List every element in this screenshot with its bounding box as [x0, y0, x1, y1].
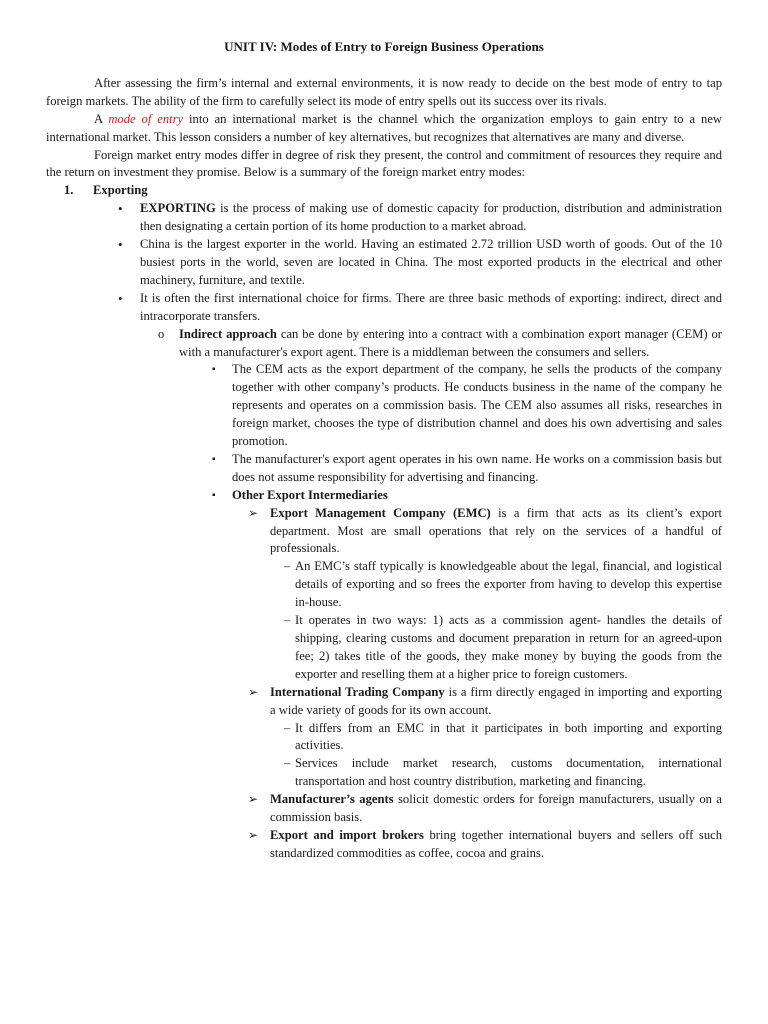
itc-term: International Trading Company — [270, 684, 445, 699]
itc-differs-text: It differs from an EMC in that it participates in both importing and exporting activities. — [295, 720, 722, 753]
emc-text: is a firm that acts as its client’s export department. Most are small operations that rely on the services of a handful of professionals. — [270, 505, 722, 556]
bullet-export-methods — [46, 290, 722, 326]
section-exporting — [46, 182, 722, 200]
arrow-bullet-icon: ➢ — [248, 792, 259, 807]
square-bullet-icon: ▪ — [212, 364, 216, 376]
item-emc-ways — [46, 612, 722, 684]
dash-bullet-icon: – — [284, 720, 291, 735]
china-text: China is the largest exporter in the world. Having an estimated 2.72 trillion USD worth of goods. Out of the 10 busiest ports in the world, seven are located in China. The most exported products in the electrical and other machinery, furniture, and textile. — [140, 237, 722, 287]
bullet-icon: • — [118, 237, 123, 253]
manufacturers-agents-text: solicit domestic orders for foreign manufacturers, usually on a commission basis. — [270, 792, 722, 825]
manufacturers-agents-term: Manufacturer’s agents — [270, 792, 394, 807]
cem-text: The CEM acts as the export department of the company, he sells the products of the company together with other company’s products. He conducts business in the name of the company he represents and operates on a commission basis. The CEM also assumes all risks, researches in foreign market, chooses the type of distribution channel and does his own advertising and sales promotion. — [232, 362, 722, 449]
exporting-definition: is the process of making use of domestic capacity for production, distribution and administration then designating a certain portion of its home production to a market abroad. — [140, 201, 722, 234]
item-emc — [46, 505, 722, 559]
dash-bullet-icon: – — [284, 559, 291, 574]
emc-term: Export Management Company (EMC) — [270, 505, 491, 520]
arrow-bullet-icon: ➢ — [248, 505, 259, 520]
itc-text: is a firm directly engaged in importing and exporting a wide variety of goods for its own account. — [270, 684, 722, 717]
indirect-approach-term: Indirect approach — [179, 326, 277, 341]
brokers-text: bring together international buyers and sellers off such standardized commodities as coffee, cocoa and grains. — [270, 827, 722, 860]
circle-bullet-icon: o — [158, 326, 165, 341]
p2-lead: A — [94, 111, 109, 126]
brokers-term: Export and import brokers — [270, 827, 424, 842]
dash-bullet-icon: – — [284, 613, 291, 628]
item-indirect-approach — [46, 326, 722, 362]
item-itc-differs — [46, 720, 722, 756]
item-other-intermediaries — [46, 487, 722, 505]
other-intermediaries-heading: Other Export Intermediaries — [232, 487, 388, 502]
export-agent-text: The manufacturer's export agent operates in his own name. He works on a commission basis but does not assume responsibility for advertising and financing. — [232, 451, 722, 484]
mode-of-entry-term: mode of entry — [108, 111, 184, 126]
square-bullet-icon: ▪ — [212, 489, 216, 501]
item-itc — [46, 684, 722, 720]
p2-text: into an international market is the channel which the organization employs to gain entry to a new international market. This lesson considers a number of key alternatives, but recognizes that alternatives are many and diverse. — [46, 111, 722, 144]
bullet-icon: • — [118, 201, 123, 217]
bullet-china-exporter — [46, 236, 722, 290]
itc-services-text: Services include market research, customs documentation, international transportation and host country distribution, marketing and financing. — [295, 756, 722, 789]
intro-paragraph-3: Foreign market entry modes differ in degree of risk they present, the control and commitment of resources they require and the return on investment they promise. Below is a summary of the foreign market entry modes: — [46, 147, 722, 180]
document-page — [46, 38, 722, 863]
section-number: 1. — [64, 183, 74, 198]
arrow-bullet-icon: ➢ — [248, 684, 259, 699]
emc-ways-text: It operates in two ways: 1) acts as a commission agent- handles the details of shipping, clearing customs and document preparation in return for an agreed-upon fee; 2) takes title of the goods, they make money by buying the goods from the exporter and reselling them at a higher price to foreign customers. — [295, 613, 722, 681]
arrow-bullet-icon: ➢ — [248, 827, 259, 842]
emc-staff-text: An EMC’s staff typically is knowledgeable about the legal, financial, and logistical details of exporting and so frees the exporter from having to develop this expertise in-house. — [295, 559, 722, 610]
intro-paragraph-2 — [46, 111, 722, 147]
item-itc-services — [46, 755, 722, 791]
bullet-icon: • — [118, 290, 123, 306]
item-manufacturers-agents — [46, 791, 722, 827]
item-emc-staff — [46, 558, 722, 612]
export-methods-text: It is often the first international choice for firms. There are three basic methods of exporting: indirect, direct and intracorporate transfers. — [140, 290, 722, 323]
item-cem — [46, 361, 722, 451]
bullet-exporting-definition — [46, 200, 722, 236]
item-export-agent — [46, 451, 722, 487]
exporting-term: EXPORTING — [140, 201, 216, 216]
section-heading: Exporting — [93, 183, 148, 198]
dash-bullet-icon: – — [284, 756, 291, 771]
indirect-approach-text: can be done by entering into a contract with a combination export manager (CEM) or with a manufacturer's export agent. There is a middleman between the consumers and sellers. — [179, 326, 722, 359]
square-bullet-icon: ▪ — [212, 453, 216, 465]
item-brokers — [46, 827, 722, 863]
unit-title: UNIT IV: Modes of Entry to Foreign Business Operations — [224, 39, 544, 54]
intro-paragraph-1: After assessing the firm’s internal and external environments, it is now ready to decide on the best mode of entry to tap foreign markets. The ability of the firm to carefully select its mode of entry spells out its success over its rivals. — [46, 75, 722, 108]
